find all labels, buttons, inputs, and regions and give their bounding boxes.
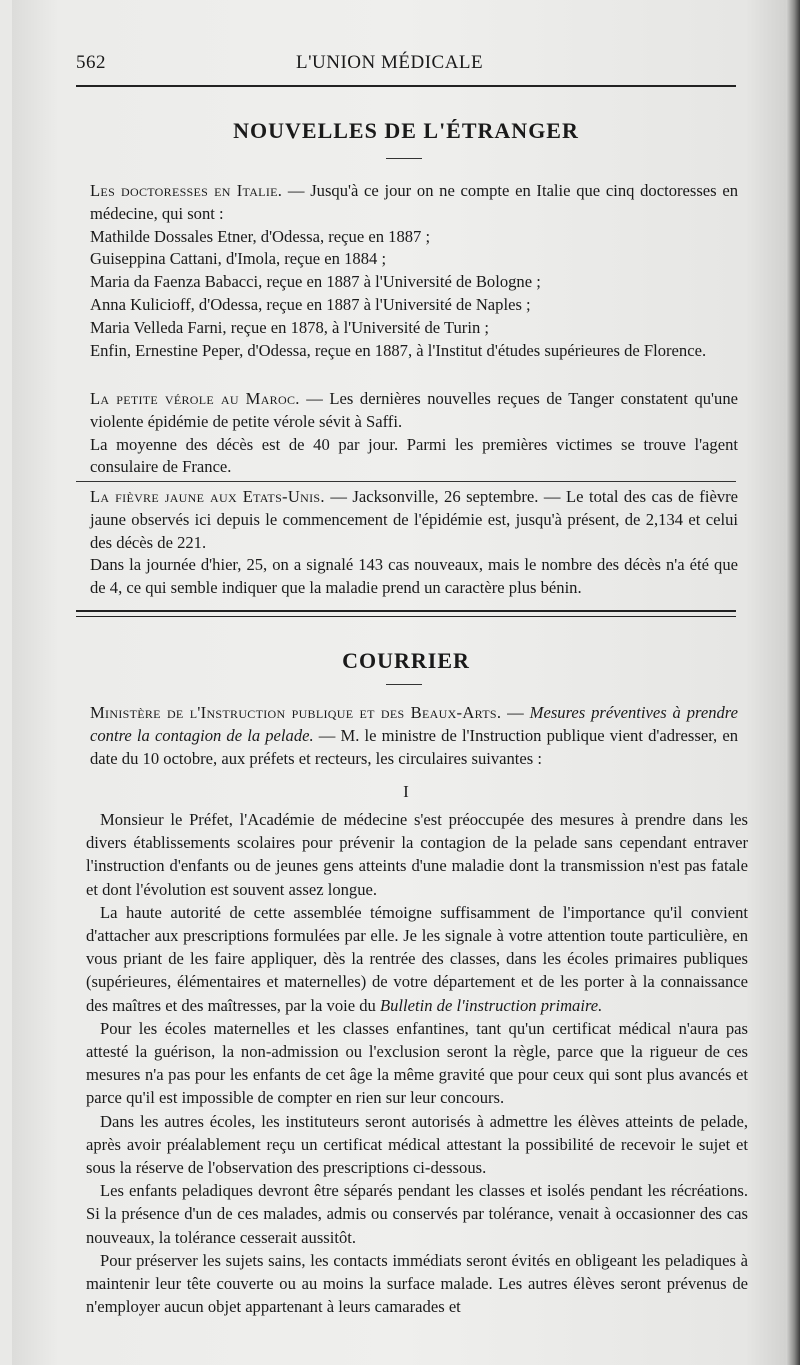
title-rule	[386, 684, 422, 685]
section-title-etranger: NOUVELLES DE L'ÉTRANGER	[233, 118, 579, 143]
paragraph: Monsieur le Préfet, l'Académie de médecine s'est préoccupée des mesures à prendre dans les divers établissements scolaires pour prévenir la contagion de la pelade sans cependant entraver l'instruction d'enfants ou de jeunes gens atteints d'une maladie dont la transmission n'est pas fatale et dont l'évolution est souvent assez longue.	[86, 810, 748, 899]
paragraph: Pour les écoles maternelles et les classes enfantines, tant qu'un certificat médical n'aura pas attesté la guérison, la non-admission ou l'exclusion seront la règle, parce que la rigueur de ces mesures n'a pas pour les enfants de cet âge la même gravité que pour ceux qui sont plus avancés et parce qu'il est impossible de compter en rien sur leur concours.	[86, 1018, 748, 1108]
etranger-maroc	[90, 388, 738, 479]
doctoresses-list	[90, 226, 738, 363]
paragraph-text: La haute autorité de cette assemblée témoigne suffisamment de l'importance qu'il convient d'attacher aux prescriptions formulées par elle. Je les signale à votre attention toute particulière, en vous priant de les faire appliquer, dès la rentrée des classes, dans les écoles primaires publiques (supérieures, élémentaires et maternelles) de votre département et de les porter à la connaissance des maîtres et des maîtresses, par la voie du	[86, 902, 748, 1015]
maroc-heading: La petite vérole au Maroc.	[90, 389, 300, 408]
maroc-paragraph	[90, 388, 738, 434]
running-head	[76, 52, 736, 78]
separator-rule	[76, 481, 736, 482]
page-number: 562	[76, 52, 106, 73]
header-rule	[76, 85, 736, 87]
title-rule	[386, 158, 422, 159]
circulaire-body	[86, 808, 748, 1318]
list-item: Anna Kulicioff, d'Odessa, reçue en 1887 à l'Université de Naples ;	[90, 294, 531, 314]
fievre-heading: La fièvre jaune aux Etats-Unis.	[90, 487, 325, 506]
italie-paragraph	[90, 180, 738, 226]
section-title-courrier: COURRIER	[342, 648, 470, 673]
paragraph	[86, 901, 748, 1017]
page-spine-shadow	[786, 0, 800, 1365]
roman-numeral: I	[403, 782, 409, 801]
list-item: Enfin, Ernestine Peper, d'Odessa, reçue en 1887, à l'Institut d'études supérieures de Florence.	[90, 340, 707, 360]
fievre-text: — Jacksonville, 26 septembre. — Le total des cas de fièvre jaune observés ici depuis le commencement de l'épidémie est, jusqu'à présent, de 2,134 et celui des décès de 221.	[90, 487, 739, 552]
etranger-italie	[90, 180, 738, 362]
etranger-fievre	[90, 486, 738, 600]
maroc-paragraph-2: La moyenne des décès est de 40 par jour. Parmi les premières victimes se trouve l'agent consulaire de France.	[90, 434, 738, 477]
list-item: Mathilde Dossales Etner, d'Odessa, reçue en 1887 ;	[90, 226, 431, 246]
bulletin-title: Bulletin de l'instruction primaire.	[380, 995, 603, 1015]
list-item: Maria Velleda Farni, reçue en 1878, à l'Université de Turin ;	[90, 317, 489, 337]
double-rule	[76, 610, 736, 617]
paragraph: Les enfants peladiques devront être séparés pendant les classes et isolés pendant les récréations. Si la présence d'un de ces malades, admis ou conservés par tolérance, venait à occasionner des cas nouveaux, la tolérance cesserait aussitôt.	[86, 1181, 748, 1247]
paragraph: Dans les autres écoles, les instituteurs seront autorisés à admettre les élèves atteints de pelade, après avoir préalablement reçu un certificat médical attestant la possibilité de recevoir le sujet et sous la réserve de l'observation des prescriptions ci-dessous.	[86, 1111, 748, 1178]
list-item: Maria da Faenza Babacci, reçue en 1887 à l'Université de Bologne ;	[90, 272, 541, 292]
paragraph: Pour préserver les sujets sains, les contacts immédiats seront évités en obligeant les peladiques à maintenir leur tête couverte ou au moins la surface malade. Les autres élèves seront prévenus de n'employer aucun objet appartenant à leurs camarades et	[86, 1250, 748, 1317]
list-item: Guiseppina Cattani, d'Imola, reçue en 1884 ;	[90, 249, 387, 269]
journal-title: L'UNION MÉDICALE	[296, 52, 484, 73]
book-page	[12, 0, 792, 1365]
courrier-ministere	[90, 702, 738, 770]
ministere-heading: Ministère de l'Instruction publique et des Beaux-Arts.	[90, 703, 502, 722]
italie-intro: — Jusqu'à ce jour on ne compte en Italie que cinq doctoresses en médecine, qui sont :	[90, 181, 738, 223]
ministere-sep: —	[501, 703, 530, 722]
maroc-text: — Les dernières nouvelles reçues de Tanger constatent qu'une violente épidémie de petite vérole sévit à Saffi.	[90, 389, 738, 431]
ministere-paragraph	[90, 702, 738, 770]
fievre-paragraph	[90, 486, 738, 554]
fievre-paragraph-2: Dans la journée d'hier, 25, on a signalé 143 cas nouveaux, mais le nombre des décès n'a été que de 4, ce qui semble indiquer que la maladie prend un caractère plus bénin.	[90, 555, 738, 598]
ministere-italic: Mesures préventives à prendre contre la contagion de la pelade.	[90, 703, 738, 745]
ministere-text: — M. le ministre de l'Instruction publique vient d'adresser, en date du 10 octobre, aux préfets et recteurs, les circulaires suivantes :	[90, 725, 738, 768]
italie-heading: Les doctoresses en Italie.	[90, 181, 283, 200]
